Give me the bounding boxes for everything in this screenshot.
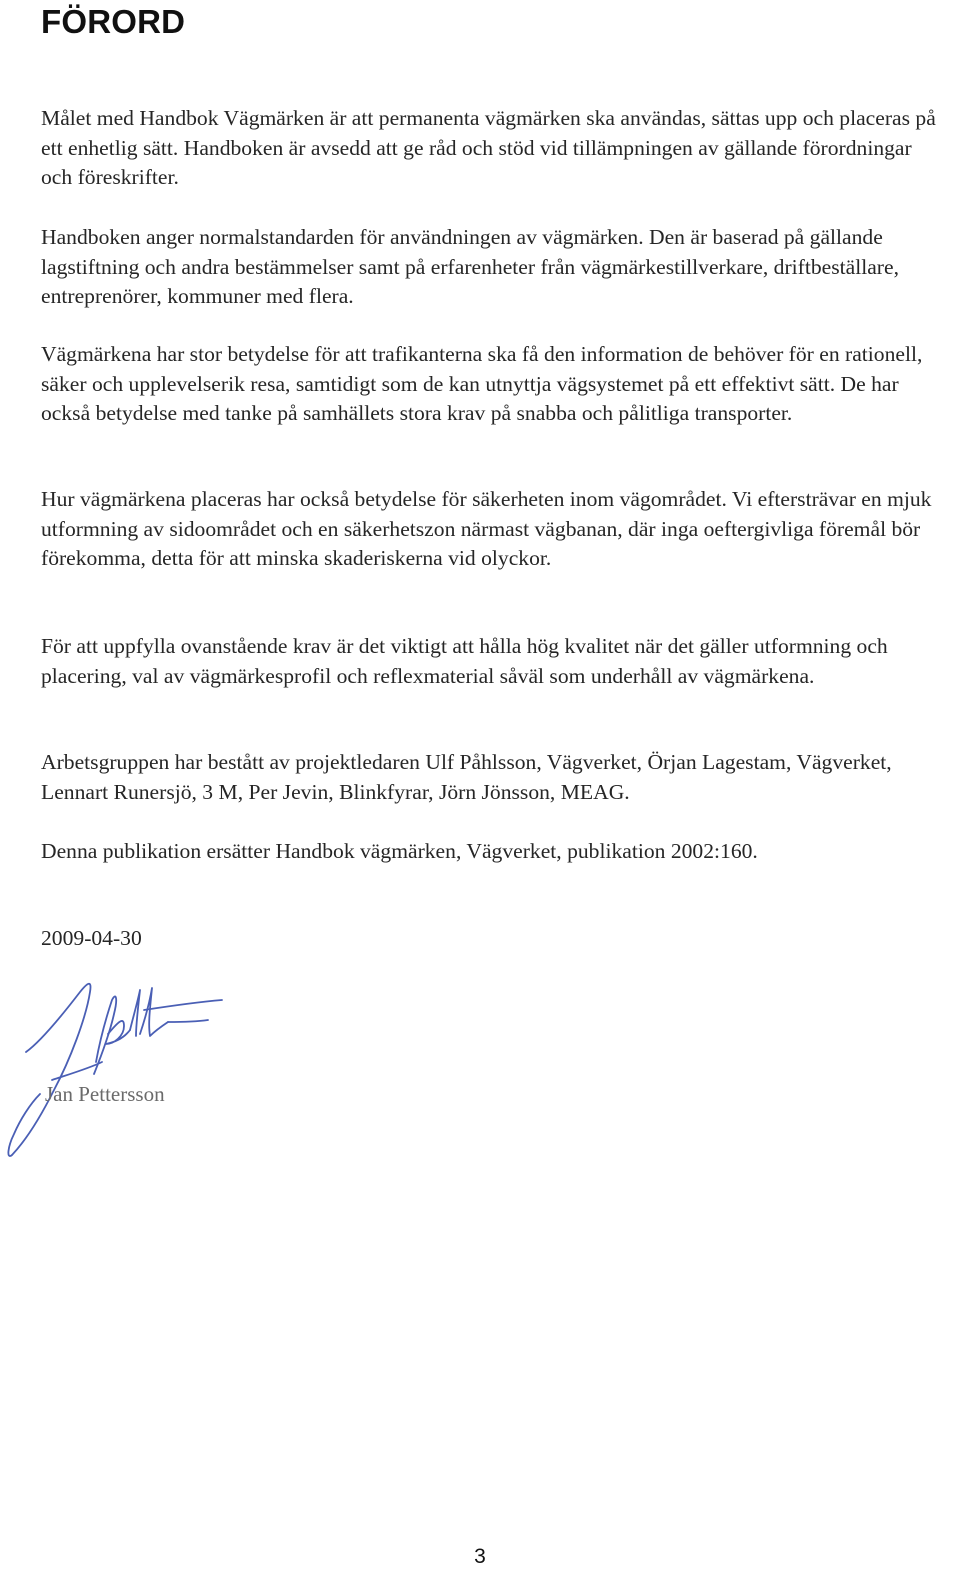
paragraph-replaces: Denna publikation ersätter Handbok vägmärken, Vägverket, publikation 2002:160. — [41, 839, 758, 863]
page-title: FÖRORD — [41, 3, 186, 40]
paragraph-significance: Vägmärkena har stor betydelse för att trafikanterna ska få den information de behöver för en rationell, säker och upplevelserik resa, samtidigt som de kan utnyttja vägsystemet på ett effektivt sätt. De har också betydelse med tanke på samhällets stora krav på snabba och pålitliga transporter. — [41, 342, 923, 425]
paragraph-standard: Handboken anger normalstandarden för användningen av vägmärken. Den är baserad på gällande lagstiftning och andra bestämmelser samt på erfarenheter från vägmärkestillverkare, driftbeställare, entreprenörer, kommuner med flera. — [41, 225, 899, 308]
paragraph-purpose: Målet med Handbok Vägmärken är att permanenta vägmärken ska användas, sättas upp och placeras på ett enhetlig sätt. Handboken är avsedd att ge råd och stöd vid tillämpningen av gällande förordningar och föreskrifter. — [41, 106, 936, 189]
handwritten-signature — [0, 970, 260, 1170]
paragraph-working-group: Arbetsgruppen har bestått av projektledaren Ulf Påhlsson, Vägverket, Örjan Lagestam, Vägverket, Lennart Runersjö, 3 M, Per Jevin, Blinkfyrar, Jörn Jönsson, MEAG. — [41, 750, 892, 804]
paragraph-safety: Hur vägmärkena placeras har också betydelse för säkerheten inom vägområdet. Vi eftersträvar en mjuk utformning av sidoområdet och en säkerhetszon närmast vägbanan, där inga oeftergivliga föremål bör förekomma, detta för att minska skaderiskerna vid olyckor. — [41, 487, 932, 570]
paragraph-quality: För att uppfylla ovanstående krav är det viktigt att hålla hög kvalitet när det gäller utformning och placering, val av vägmärkesprofil och reflexmaterial såväl som underhåll av vägmärkena. — [41, 634, 888, 688]
page-number: 3 — [474, 1545, 486, 1568]
document-date: 2009-04-30 — [41, 926, 142, 950]
signer-name: Jan Pettersson — [45, 1082, 165, 1106]
